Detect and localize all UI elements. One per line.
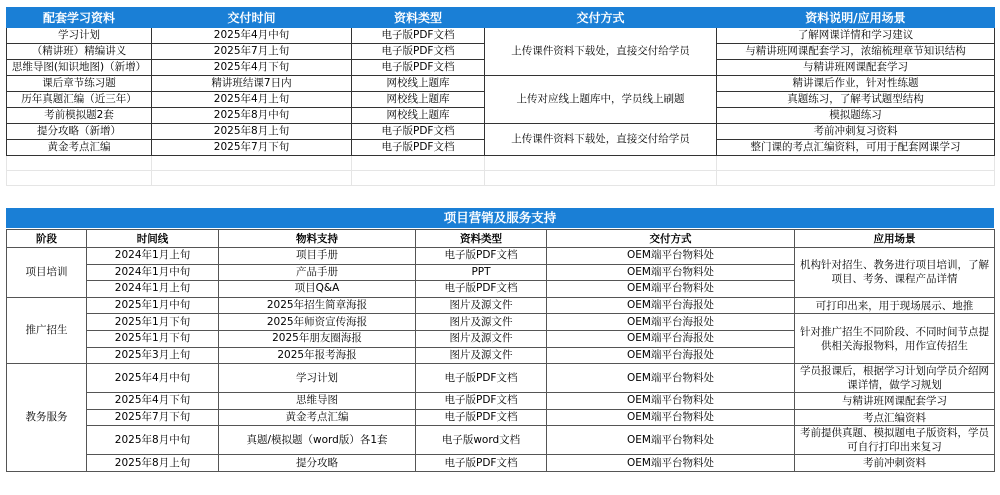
header-delivery-time: 交付时间 — [152, 8, 352, 28]
usage-text: 考前冲刺资料 — [795, 455, 995, 472]
material-type: 网校线上题库 — [352, 108, 485, 124]
material: 2025年招生简章海报 — [219, 297, 416, 314]
usage-text: 可打印出来，用于现场展示、地推 — [795, 297, 995, 314]
material-type: 电子版PDF文档 — [416, 409, 547, 426]
timeline: 2025年1月下旬 — [87, 314, 219, 331]
delivery-time: 2025年8月上旬 — [152, 124, 352, 140]
material-type: 电子版PDF文档 — [352, 140, 485, 156]
timeline: 2024年1月上旬 — [87, 281, 219, 298]
empty-row — [7, 171, 995, 186]
material-type: 网校线上题库 — [352, 76, 485, 92]
support-header-row — [7, 230, 995, 248]
header-material-type: 资料类型 — [352, 8, 485, 28]
delivery-method: 上传对应线上题库中，学员线上刷题 — [485, 76, 717, 124]
material-name: 提分攻略（新增） — [7, 124, 152, 140]
material: 真题/模拟题（word版）各1套 — [219, 426, 416, 455]
timeline: 2025年8月中旬 — [87, 426, 219, 455]
timeline: 2024年1月中旬 — [87, 264, 219, 281]
material-desc: 考前冲刺复习资料 — [717, 124, 995, 140]
timeline: 2025年1月中旬 — [87, 297, 219, 314]
material: 项目手册 — [219, 248, 416, 265]
material-type: 电子版PDF文档 — [352, 44, 485, 60]
materials-header-row — [7, 8, 995, 28]
empty-row — [7, 156, 995, 171]
section-banner: 项目营销及服务支持 — [6, 208, 994, 228]
material-type: 电子版PDF文档 — [352, 60, 485, 76]
stage-label: 推广招生 — [7, 297, 87, 363]
delivery-time: 精讲班结课7日内 — [152, 76, 352, 92]
delivery-time: 2025年7月下旬 — [152, 140, 352, 156]
header-delivery-method: 交付方式 — [485, 8, 717, 28]
material: 项目Q&A — [219, 281, 416, 298]
materials-table — [6, 7, 995, 186]
material-type: 网校线上题库 — [352, 92, 485, 108]
material-desc: 与精讲班网课配套学习 — [717, 60, 995, 76]
material-type: 电子版PDF文档 — [352, 124, 485, 140]
table-row — [7, 76, 995, 92]
material-type: 电子版PDF文档 — [352, 28, 485, 44]
header-timeline: 时间线 — [87, 230, 219, 248]
material-type: 电子版PDF文档 — [416, 281, 547, 298]
usage-text: 与精讲班网课配套学习 — [795, 393, 995, 410]
table-row — [7, 297, 995, 314]
timeline: 2024年1月上旬 — [87, 248, 219, 265]
delivery-method: OEM端平台物料处 — [547, 264, 795, 281]
material-type: PPT — [416, 264, 547, 281]
material-name: 考前模拟题2套 — [7, 108, 152, 124]
usage-text: 机构针对招生、教务进行项目培训，了解项目、考务、课程产品详情 — [795, 248, 995, 298]
delivery-method: OEM端平台物料处 — [547, 281, 795, 298]
material-type: 电子版PDF文档 — [416, 364, 547, 393]
material-desc: 了解网课详情和学习建议 — [717, 28, 995, 44]
header-usage: 应用场景 — [795, 230, 995, 248]
delivery-method: OEM端平台海报处 — [547, 297, 795, 314]
material: 产品手册 — [219, 264, 416, 281]
material-type: 图片及源文件 — [416, 297, 547, 314]
table-row — [7, 393, 995, 410]
material-type: 图片及源文件 — [416, 347, 547, 364]
delivery-method: OEM端平台海报处 — [547, 330, 795, 347]
header-material-type: 资料类型 — [416, 230, 547, 248]
material: 2025年朋友圈海报 — [219, 330, 416, 347]
header-delivery-method: 交付方式 — [547, 230, 795, 248]
delivery-time: 2025年4月中旬 — [152, 28, 352, 44]
delivery-time: 2025年4月上旬 — [152, 92, 352, 108]
usage-text: 针对推广招生不同阶段、不同时间节点提供相关海报物料，用作宣传招生 — [795, 314, 995, 364]
table-row — [7, 28, 995, 44]
material: 2025年师资宣传海报 — [219, 314, 416, 331]
stage-label: 教务服务 — [7, 364, 87, 472]
timeline: 2025年1月下旬 — [87, 330, 219, 347]
table-row — [7, 124, 995, 140]
material: 提分攻略 — [219, 455, 416, 472]
material-desc: 整门课的考点汇编资料，可用于配套网课学习 — [717, 140, 995, 156]
table-row — [7, 426, 995, 455]
material: 黄金考点汇编 — [219, 409, 416, 426]
timeline: 2025年7月下旬 — [87, 409, 219, 426]
delivery-time: 2025年7月上旬 — [152, 44, 352, 60]
header-material-support: 物料支持 — [219, 230, 416, 248]
delivery-method: OEM端平台海报处 — [547, 347, 795, 364]
delivery-method: 上传课件资料下载处，直接交付给学员 — [485, 28, 717, 76]
timeline: 2025年3月上旬 — [87, 347, 219, 364]
stage-label: 项目培训 — [7, 248, 87, 298]
material-type: 图片及源文件 — [416, 330, 547, 347]
delivery-method: OEM端平台物料处 — [547, 426, 795, 455]
delivery-method: OEM端平台物料处 — [547, 455, 795, 472]
table-row — [7, 248, 995, 265]
delivery-time: 2025年8月中旬 — [152, 108, 352, 124]
material: 学习计划 — [219, 364, 416, 393]
material: 思维导图 — [219, 393, 416, 410]
header-materials: 配套学习资料 — [7, 8, 152, 28]
delivery-method: 上传课件资料下载处，直接交付给学员 — [485, 124, 717, 156]
material-type: 电子版PDF文档 — [416, 455, 547, 472]
marketing-support-table — [6, 229, 995, 472]
usage-text: 考前提供真题、模拟题电子版资料，学员可自行打印出来复习 — [795, 426, 995, 455]
table-row — [7, 314, 995, 331]
delivery-time: 2025年4月下旬 — [152, 60, 352, 76]
usage-text: 学员报课后，根据学习计划向学员介绍网课详情，做学习规划 — [795, 364, 995, 393]
material-name: 思维导图(知识地图)（新增） — [7, 60, 152, 76]
table-row — [7, 455, 995, 472]
delivery-method: OEM端平台物料处 — [547, 364, 795, 393]
table-row — [7, 364, 995, 393]
material-desc: 与精讲班网课配套学习，浓缩梳理章节知识结构 — [717, 44, 995, 60]
timeline: 2025年4月中旬 — [87, 364, 219, 393]
material: 2025年报考海报 — [219, 347, 416, 364]
material-type: 电子版PDF文档 — [416, 393, 547, 410]
material-desc: 模拟题练习 — [717, 108, 995, 124]
delivery-method: OEM端平台物料处 — [547, 393, 795, 410]
table-row — [7, 409, 995, 426]
material-name: （精讲班）精编讲义 — [7, 44, 152, 60]
material-desc: 真题练习，了解考试题型结构 — [717, 92, 995, 108]
timeline: 2025年4月下旬 — [87, 393, 219, 410]
material-type: 电子版PDF文档 — [416, 248, 547, 265]
header-stage: 阶段 — [7, 230, 87, 248]
delivery-method: OEM端平台物料处 — [547, 248, 795, 265]
usage-text: 考点汇编资料 — [795, 409, 995, 426]
material-desc: 精讲课后作业，针对性练题 — [717, 76, 995, 92]
delivery-method: OEM端平台物料处 — [547, 409, 795, 426]
material-name: 历年真题汇编（近三年） — [7, 92, 152, 108]
material-name: 黄金考点汇编 — [7, 140, 152, 156]
material-type: 电子版word文档 — [416, 426, 547, 455]
material-name: 课后章节练习题 — [7, 76, 152, 92]
material-name: 学习计划 — [7, 28, 152, 44]
material-type: 图片及源文件 — [416, 314, 547, 331]
header-description: 资料说明/应用场景 — [717, 8, 995, 28]
timeline: 2025年8月上旬 — [87, 455, 219, 472]
delivery-method: OEM端平台海报处 — [547, 314, 795, 331]
